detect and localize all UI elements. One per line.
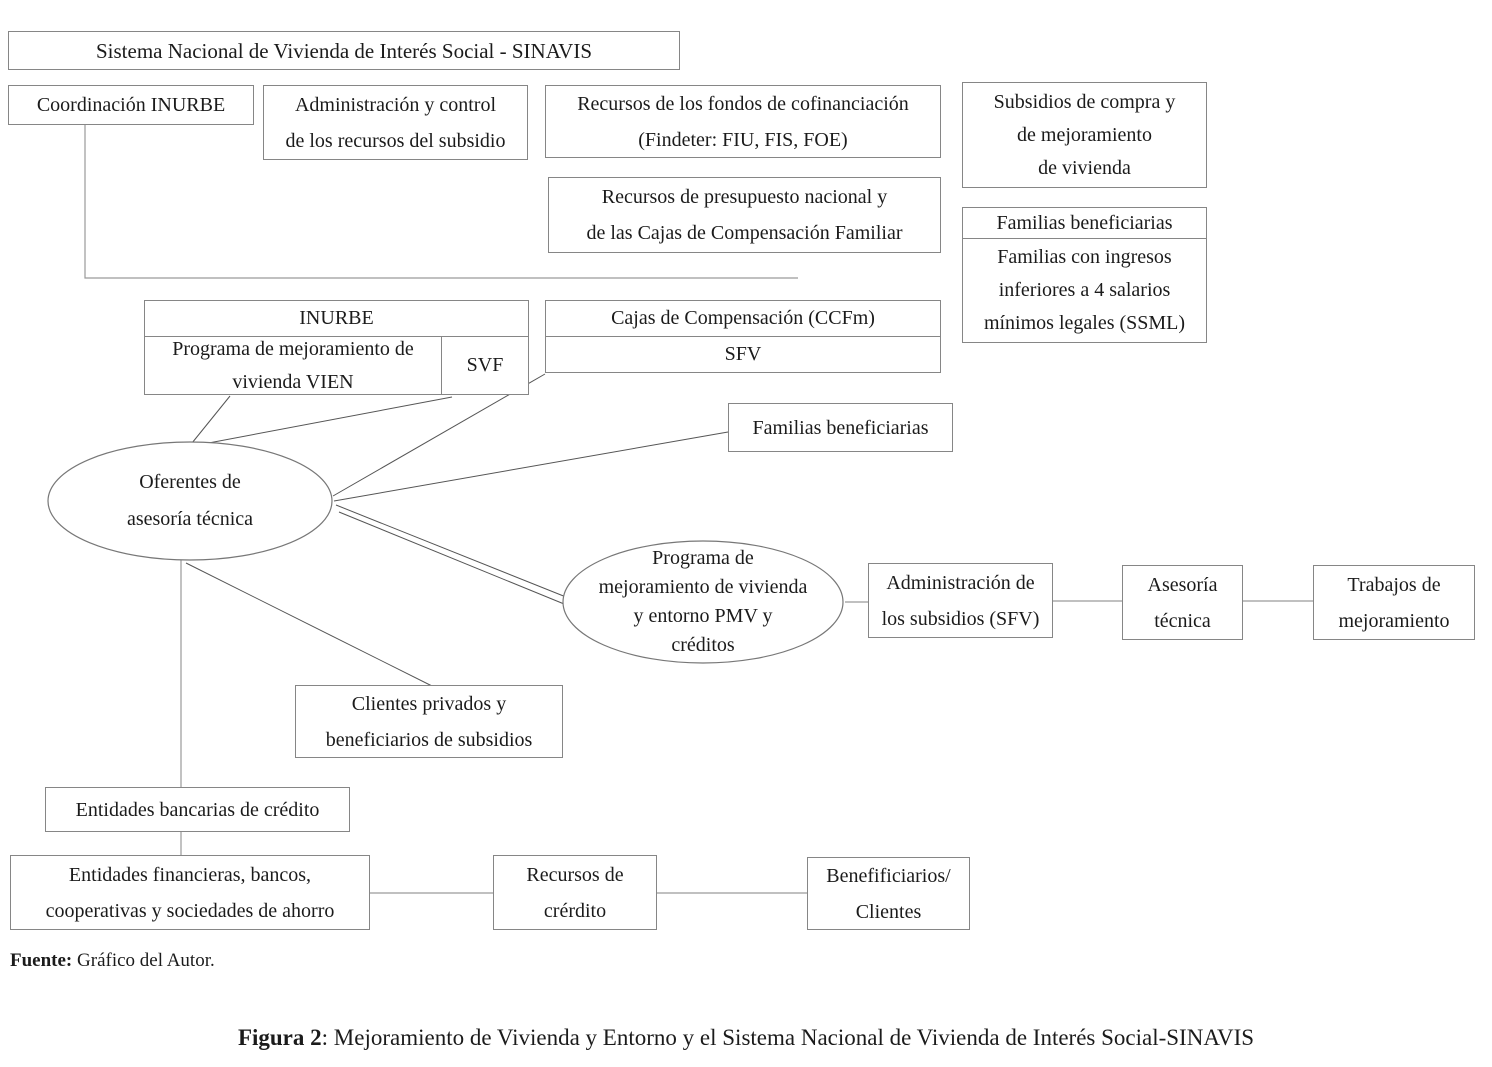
label-line: vivienda VIEN [232,370,354,393]
label-line: de los recursos del subsidio [285,129,506,152]
label-line: Cajas de Compensación (CCFm) [611,307,875,329]
label-line: Familias beneficiarias [752,416,929,439]
label-line: Administración y control [294,93,497,116]
label-line: Trabajos de [1347,573,1441,596]
label-line: Entidades financieras, bancos, [68,863,312,886]
label-line: Programa de [652,547,754,569]
label-line: cooperativas y sociedades de ahorro [45,899,335,922]
connector-oferentes-familiasmid [334,432,728,501]
label-line: SVF [466,354,504,376]
label-line: los subsidios (SFV) [881,607,1040,630]
label-line: Familias beneficiarias [996,211,1173,234]
label-line: créditos [671,634,735,656]
familias-table-header [963,208,1206,239]
node-cajas-compensacion-table [545,300,941,373]
connector-inurbe-oferentes [192,396,230,443]
inurbe-cell-svf [441,337,528,394]
node-recursos-presupuesto [548,177,941,253]
label-line: Sistema Nacional de Vivienda de Interés Social - SINAVIS [95,38,593,63]
source-note-prefix: Fuente: [10,950,73,971]
connector-oferentes-pmv-b [339,512,569,606]
label-line: Recursos de los fondos de cofinanciación [577,92,909,115]
figure-caption-number: Figura 2 [237,1025,322,1050]
node-recursos-fondos-cofinanciacion [545,85,941,158]
label-line: Clientes privados y [351,692,507,715]
label-line: Coordinación INURBE [36,94,226,116]
label-line: (Findeter: FIU, FIS, FOE) [638,128,848,151]
connector-oferentes-clientes [186,563,432,686]
label-line: mejoramiento [1338,609,1450,632]
node-recursos-credito [493,855,657,930]
node-subsidios-compra [962,82,1207,188]
label-line: técnica [1154,609,1211,632]
label-line: de las Cajas de Compensación Familiar [586,222,903,244]
node-coordinacion-inurbe [8,85,254,125]
label-line: Programa de mejoramiento de [172,337,414,360]
node-trabajos-mejoramiento [1313,565,1475,640]
label-line: Entidades bancarias de crédito [75,798,320,821]
label-line: beneficiarios de subsidios [325,728,533,751]
inurbe-cell-programa-vien [145,337,441,394]
label-line: SFV [724,343,762,365]
node-oferentes-asesoria-ellipse [70,464,310,538]
source-note-text: Gráfico del Autor. [72,950,215,971]
node-pmv-creditos-ellipse [575,544,831,660]
label-line: Administración de [886,571,1035,594]
label-line: mejoramiento de vivienda [598,576,808,598]
label-line: de mejoramiento [1017,123,1152,146]
label-line: Familias con ingresos [997,246,1172,268]
label-line: Subsidios de compra y [993,90,1176,113]
label-line: Recursos de [526,863,624,886]
connector-svf-oferentes [198,397,452,445]
label-line: Recursos de presupuesto nacional y [601,186,888,208]
node-asesoria-tecnica [1122,565,1243,640]
node-beneficiarios-clientes [807,857,970,930]
label-line: de vivienda [1038,156,1131,179]
node-administracion-control [263,85,528,160]
label-line: crérdito [543,899,607,922]
node-entidades-financieras [10,855,370,930]
node-entidades-bancarias [45,787,350,832]
label-line: inferiores a 4 salarios [998,279,1171,301]
label-line: Benefificiarios/ [826,864,951,887]
node-administracion-subsidios [868,563,1053,638]
node-sinavis-title [8,31,680,70]
familias-table-body [963,239,1206,342]
node-inurbe-table [144,300,529,395]
cajas-table-header [546,301,940,337]
figure-caption [0,1025,1492,1051]
connector-oferentes-pmv-a [336,505,566,597]
label-line: Oferentes de [139,471,241,493]
label-line: Clientes [855,900,922,923]
label-line: y entorno PMV y [633,605,773,627]
label-line: INURBE [299,307,374,329]
label-line: Asesoría [1147,573,1218,596]
node-clientes-privados [295,685,563,758]
node-familias-beneficiarias-table [962,207,1207,343]
label-line: mínimos legales (SSML) [983,312,1186,334]
figure-caption-text: : Mejoramiento de Vivienda y Entorno y el Sistema Nacional de Vivienda de Interés Social-SINAVIS [321,1025,1255,1050]
node-familias-beneficiarias-mid [728,403,953,452]
cajas-cell-sfv [546,337,940,372]
source-note [10,950,215,972]
label-line: asesoría técnica [126,508,254,530]
